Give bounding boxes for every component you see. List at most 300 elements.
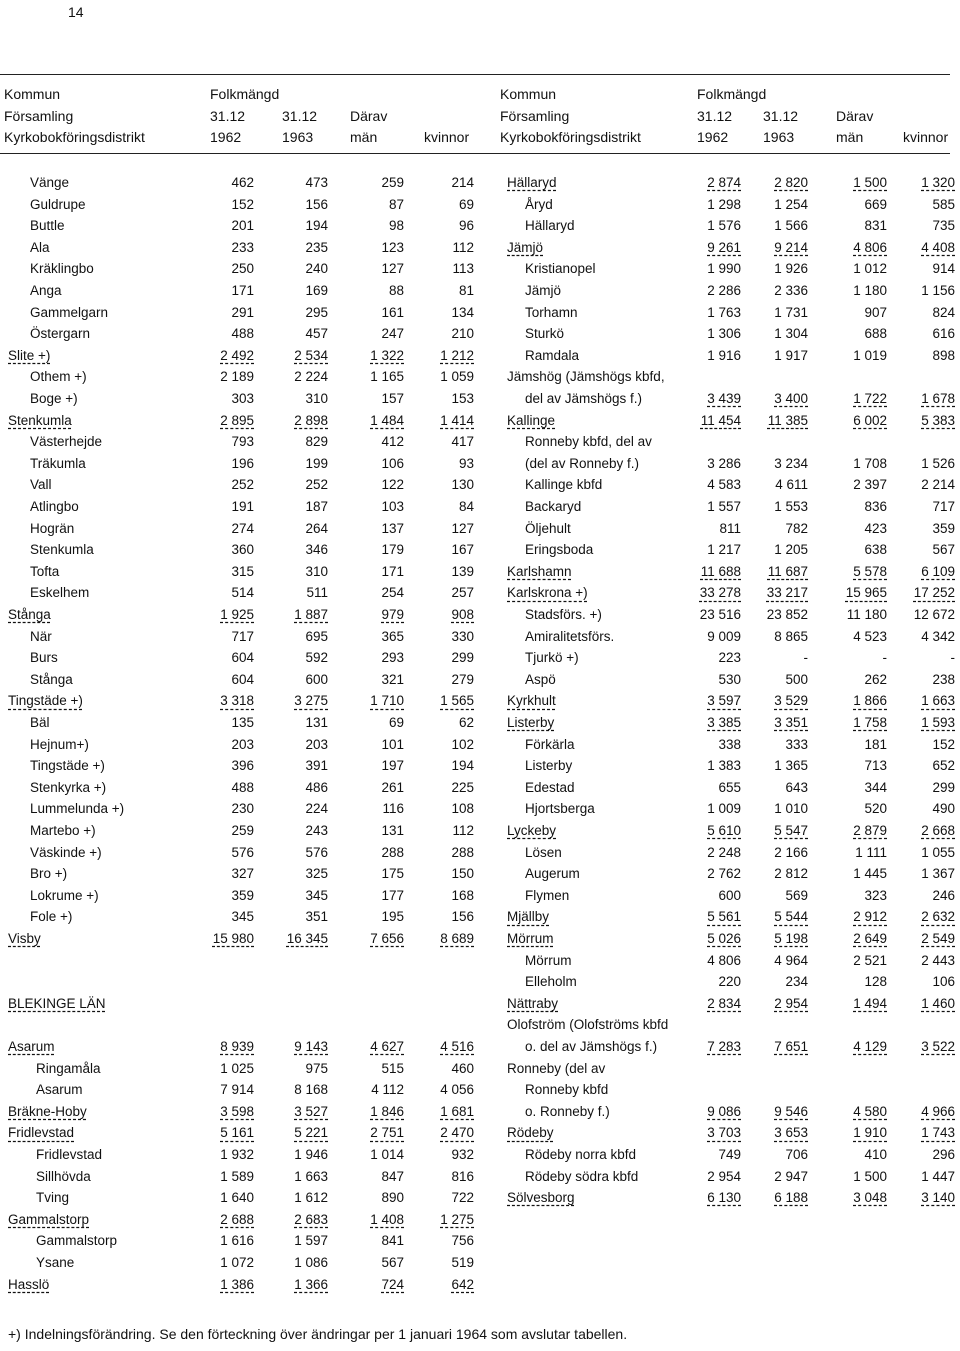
cell-col3: 323 xyxy=(864,887,887,903)
cell-col4: 914 xyxy=(932,261,955,277)
cell-col4: 1 593 xyxy=(921,715,955,730)
row-label: Anga xyxy=(30,283,62,298)
cell-col1: 23 516 xyxy=(699,607,741,622)
row-label: Listerby xyxy=(525,758,573,774)
row-label: Edestad xyxy=(525,779,575,795)
row-label: Ysane xyxy=(36,1255,75,1270)
cell-col1: 2 895 xyxy=(220,412,254,428)
cell-col2: 199 xyxy=(305,455,328,471)
cell-col2: 2 166 xyxy=(774,844,808,860)
cell-col3: 2 521 xyxy=(853,952,887,968)
cell-col4: 150 xyxy=(451,866,474,882)
cell-col1: 338 xyxy=(718,736,741,752)
row-label: Hjortsberga xyxy=(525,801,595,817)
cell-col4: 214 xyxy=(451,175,474,190)
cell-col3: 836 xyxy=(864,499,887,514)
row-label: Tjurkö +) xyxy=(525,650,579,666)
row-label: Kallinge kbfd xyxy=(525,477,603,493)
table-row xyxy=(0,928,960,949)
cell-col4: 69 xyxy=(458,196,474,212)
table-row xyxy=(0,798,960,819)
cell-col4: - xyxy=(950,650,955,666)
row-label: Hogrän xyxy=(30,520,75,536)
table-row xyxy=(0,561,960,582)
row-label: Elleholm xyxy=(525,974,577,990)
row-label: Jämshög (Jämshögs kbfd, xyxy=(507,369,665,385)
cell-col1: 4 583 xyxy=(707,477,741,493)
table-row xyxy=(0,215,960,236)
cell-col1: 1 616 xyxy=(220,1233,254,1249)
cell-col3: 1 445 xyxy=(853,866,887,882)
row-label: Gammalstorp xyxy=(36,1233,118,1249)
cell-col3: 1 846 xyxy=(370,1103,404,1119)
cell-col3: 515 xyxy=(381,1060,404,1076)
footnote: +) Indelningsförändring. Se den förteckning över ändringar per 1 januari 1964 som avslutar tabellen. xyxy=(8,1326,628,1342)
cell-col3: 907 xyxy=(864,304,887,320)
cell-col2: 1 365 xyxy=(774,758,808,774)
cell-col4: 1 663 xyxy=(921,693,955,709)
cell-col1: 315 xyxy=(231,563,254,579)
cell-col3: 2 912 xyxy=(853,909,887,925)
cell-col1: 655 xyxy=(718,779,741,795)
cell-col2: 600 xyxy=(305,671,328,687)
table-row xyxy=(0,863,960,884)
cell-col4: 5 383 xyxy=(921,412,955,428)
cell-col2: 2 954 xyxy=(774,995,808,1011)
cell-col2: 2 898 xyxy=(294,412,328,428)
table-row xyxy=(0,734,960,755)
row-label: Stenkumla xyxy=(30,542,94,558)
table-row xyxy=(0,712,960,733)
cell-col3: 254 xyxy=(381,585,404,601)
header-right-line3-col0: Kyrkobokföringsdistrikt xyxy=(500,129,641,145)
cell-col4: 1 367 xyxy=(921,866,955,882)
cell-col3: 131 xyxy=(381,823,404,838)
cell-col4: 1 681 xyxy=(440,1103,474,1119)
row-label: Amiralitetsförs. xyxy=(525,628,615,644)
cell-col1: 600 xyxy=(718,887,741,903)
cell-col4: 330 xyxy=(451,628,474,644)
row-label: Visby xyxy=(8,931,41,946)
row-label: Asarum xyxy=(8,1039,55,1054)
row-label: Ronneby kbfd, del av xyxy=(525,434,652,450)
cell-col4: 152 xyxy=(932,736,955,752)
table-row xyxy=(0,237,960,258)
cell-col1: 1 072 xyxy=(220,1255,254,1270)
cell-col3: 1 014 xyxy=(370,1147,404,1162)
table-row xyxy=(0,1014,960,1035)
cell-col3: 15 965 xyxy=(845,585,887,601)
cell-col3: 4 523 xyxy=(853,628,887,644)
cell-col3: 98 xyxy=(388,218,404,234)
cell-col4: 4 342 xyxy=(921,628,955,644)
cell-col4: 519 xyxy=(451,1255,474,1270)
row-label: Nättraby xyxy=(507,995,559,1011)
cell-col4: 460 xyxy=(451,1060,474,1076)
row-label: Stånga xyxy=(30,671,73,687)
cell-col1: 9 009 xyxy=(707,628,741,644)
cell-col3: 567 xyxy=(381,1255,404,1270)
cell-col1: 11 688 xyxy=(700,563,741,579)
cell-col1: 811 xyxy=(719,520,741,536)
cell-col2: 187 xyxy=(305,499,328,514)
cell-col4: 3 140 xyxy=(921,1190,955,1206)
header-left-line1-col0: Kommun xyxy=(4,86,61,102)
cell-col4: 4 408 xyxy=(921,239,955,255)
cell-col4: 1 526 xyxy=(921,455,955,471)
cell-col4: 12 672 xyxy=(913,607,955,622)
row-label: Burs xyxy=(30,650,58,666)
cell-col2: 3 275 xyxy=(294,693,328,709)
cell-col3: 7 656 xyxy=(370,931,404,946)
cell-col4: 134 xyxy=(451,304,474,320)
cell-col4: 1 743 xyxy=(921,1125,955,1141)
cell-col3: 181 xyxy=(864,736,887,752)
cell-col1: 1 217 xyxy=(707,542,741,558)
row-label: Lösen xyxy=(525,844,562,860)
cell-col1: 291 xyxy=(231,304,254,320)
cell-col1: 191 xyxy=(231,499,254,514)
cell-col3: 4 627 xyxy=(370,1039,404,1054)
cell-col3: 122 xyxy=(381,477,404,493)
row-label: Bäl xyxy=(30,715,50,730)
cell-col4: 585 xyxy=(932,196,955,212)
cell-col3: 127 xyxy=(381,261,404,277)
cell-col2: 295 xyxy=(305,304,328,320)
table-row xyxy=(0,885,960,906)
header-left-line3-col0: Kyrkobokföringsdistrikt xyxy=(4,129,145,145)
cell-col1: 3 703 xyxy=(707,1125,741,1141)
cell-col2: 3 527 xyxy=(294,1103,328,1119)
row-label: Torhamn xyxy=(525,304,578,320)
cell-col2: 2 947 xyxy=(774,1168,808,1184)
row-label: Jämjö xyxy=(507,239,544,255)
cell-col1: 2 834 xyxy=(707,995,741,1011)
cell-col3: 5 578 xyxy=(853,563,887,579)
cell-col1: 3 598 xyxy=(220,1103,254,1119)
table-row xyxy=(0,194,960,215)
row-label: Fridlevstad xyxy=(36,1147,103,1162)
cell-col3: 123 xyxy=(381,239,404,255)
cell-col2: 576 xyxy=(305,844,328,860)
cell-col4: 84 xyxy=(458,499,474,514)
table-row xyxy=(0,669,960,690)
cell-col2: 500 xyxy=(785,671,808,687)
cell-col1: 5 026 xyxy=(707,931,741,946)
row-label: Stånga xyxy=(8,607,51,622)
cell-col2: 1 304 xyxy=(774,326,808,342)
table-row xyxy=(0,1101,960,1122)
cell-col2: 131 xyxy=(305,715,328,730)
cell-col4: 6 109 xyxy=(921,563,955,579)
cell-col2: 5 544 xyxy=(774,909,808,925)
row-label: o. del av Jämshögs f.) xyxy=(525,1039,658,1054)
cell-col4: 299 xyxy=(451,650,474,666)
cell-col2: 1 887 xyxy=(294,607,328,622)
cell-col1: 327 xyxy=(231,866,254,882)
cell-col1: 201 xyxy=(231,218,254,234)
cell-col2: 473 xyxy=(305,175,328,190)
cell-col2: 1 612 xyxy=(294,1190,328,1206)
row-label: Hällaryd xyxy=(507,175,557,190)
cell-col2: 234 xyxy=(785,974,808,990)
row-label: Kyrkhult xyxy=(507,693,556,709)
cell-col3: 262 xyxy=(864,671,887,687)
cell-col2: 156 xyxy=(305,196,328,212)
cell-col4: 3 522 xyxy=(921,1039,955,1054)
row-label: Ala xyxy=(30,239,50,255)
row-label: Gammelgarn xyxy=(30,304,109,320)
cell-col1: 462 xyxy=(231,175,254,190)
cell-col4: 246 xyxy=(932,887,955,903)
row-label: Västerhejde xyxy=(30,434,103,450)
cell-col4: 106 xyxy=(932,974,955,990)
cell-col3: 1 722 xyxy=(853,391,887,406)
cell-col4: 1 275 xyxy=(440,1211,474,1227)
cell-col2: 3 529 xyxy=(774,693,808,709)
cell-col1: 203 xyxy=(231,736,254,752)
cell-col3: 1 484 xyxy=(370,412,404,428)
row-label: Östergarn xyxy=(30,326,91,342)
row-label: Fridlevstad xyxy=(8,1125,75,1141)
cell-col4: 1 414 xyxy=(440,412,474,428)
cell-col4: 417 xyxy=(451,434,474,450)
cell-col1: 3 286 xyxy=(707,455,741,471)
row-label: Åryd xyxy=(525,196,553,212)
cell-col2: 345 xyxy=(305,887,328,903)
cell-col3: 1 910 xyxy=(853,1125,887,1141)
cell-col2: 243 xyxy=(305,823,328,838)
cell-col1: 360 xyxy=(231,542,254,558)
header-right-line2-col1: 31.12 xyxy=(697,108,733,124)
header-left-line2-col2: 31.12 xyxy=(282,108,318,124)
table-row xyxy=(0,172,960,193)
row-label: Träkumla xyxy=(30,455,86,471)
cell-col1: 3 597 xyxy=(707,693,741,709)
cell-col1: 9 086 xyxy=(707,1103,741,1119)
row-label: Kräklingbo xyxy=(30,261,94,277)
row-label: Förkärla xyxy=(525,736,575,752)
row-label: Vall xyxy=(30,477,52,493)
cell-col1: 2 189 xyxy=(220,369,254,385)
cell-col4: 359 xyxy=(932,520,955,536)
cell-col1: 15 980 xyxy=(212,931,254,946)
cell-col1: 196 xyxy=(231,455,254,471)
cell-col2: 33 217 xyxy=(766,585,808,601)
cell-col4: 112 xyxy=(452,823,474,838)
cell-col3: 1 180 xyxy=(853,283,887,298)
cell-col1: 1 383 xyxy=(707,758,741,774)
cell-col3: 1 408 xyxy=(370,1211,404,1227)
table-row xyxy=(0,366,960,387)
cell-col2: 11 687 xyxy=(767,563,808,579)
cell-col2: 325 xyxy=(305,866,328,882)
cell-col1: 1 025 xyxy=(220,1060,254,1076)
table-row xyxy=(0,1122,960,1143)
cell-col4: 102 xyxy=(451,736,474,752)
header-left-line2-col0: Församling xyxy=(4,108,74,124)
cell-col4: 722 xyxy=(451,1190,474,1206)
row-label: Kallinge xyxy=(507,412,556,428)
cell-col1: 488 xyxy=(231,326,254,342)
header-left-line3-col4: kvinnor xyxy=(424,129,470,145)
cell-col1: 274 xyxy=(231,520,254,536)
cell-col4: 490 xyxy=(932,801,955,817)
cell-col1: 1 009 xyxy=(707,801,741,817)
cell-col3: 11 180 xyxy=(846,607,887,622)
cell-col2: 1 566 xyxy=(774,218,808,234)
cell-col3: 177 xyxy=(381,887,404,903)
row-label: Aspö xyxy=(525,671,556,687)
row-label: Martebo +) xyxy=(30,823,96,838)
header-right-line3-col3: män xyxy=(836,129,864,145)
row-label: När xyxy=(30,628,52,644)
cell-col3: 520 xyxy=(864,801,887,817)
cell-col4: 1 460 xyxy=(921,995,955,1011)
row-label: Karlshamn xyxy=(507,563,572,579)
row-label: Fole +) xyxy=(30,909,73,925)
cell-col2: 9 214 xyxy=(774,239,808,255)
cell-col1: 1 932 xyxy=(220,1147,254,1162)
table-row xyxy=(0,690,960,711)
cell-col4: 4 966 xyxy=(921,1103,955,1119)
row-label: Bro +) xyxy=(30,866,68,882)
header-right-line2-col3: Därav xyxy=(836,108,874,124)
cell-col2: 486 xyxy=(305,779,328,795)
cell-col4: 2 470 xyxy=(440,1125,474,1141)
row-label: Karlskrona +) xyxy=(507,585,588,601)
cell-col2: 6 188 xyxy=(774,1190,808,1206)
cell-col4: 816 xyxy=(451,1168,474,1184)
cell-col4: 112 xyxy=(452,239,474,255)
cell-col3: 175 xyxy=(381,866,404,882)
cell-col2: 569 xyxy=(785,887,808,903)
row-label: del av Jämshögs f.) xyxy=(525,391,643,406)
cell-col3: 321 xyxy=(381,671,404,687)
cell-col1: 2 762 xyxy=(707,866,741,882)
table-row xyxy=(0,518,960,539)
cell-col2: 829 xyxy=(305,434,328,450)
cell-col2: 3 351 xyxy=(774,715,808,730)
cell-col1: 1 386 xyxy=(220,1276,254,1292)
cell-col2: 310 xyxy=(305,391,328,406)
cell-col4: 194 xyxy=(451,758,474,774)
cell-col3: 88 xyxy=(388,283,404,298)
cell-col1: 152 xyxy=(231,196,254,212)
row-label: Rödeby xyxy=(507,1125,554,1141)
row-label: (del av Ronneby f.) xyxy=(525,455,640,471)
cell-col3: 2 751 xyxy=(370,1125,404,1141)
cell-col4: 1 447 xyxy=(921,1168,955,1184)
cell-col3: 890 xyxy=(381,1190,404,1206)
cell-col1: 749 xyxy=(718,1147,741,1162)
cell-col2: 2 812 xyxy=(774,866,808,882)
cell-col1: 1 306 xyxy=(707,326,741,342)
top-rule xyxy=(0,74,950,75)
cell-col3: 106 xyxy=(381,455,404,471)
row-label: Tving xyxy=(36,1190,70,1206)
cell-col4: 167 xyxy=(451,542,474,558)
cell-col4: 62 xyxy=(458,715,474,730)
cell-col4: 153 xyxy=(451,391,474,406)
row-label: Hasslö xyxy=(8,1276,50,1292)
cell-col3: 4 580 xyxy=(853,1103,887,1119)
table-row xyxy=(0,755,960,776)
cell-col4: 81 xyxy=(458,283,474,298)
cell-col3: 197 xyxy=(381,758,404,774)
cell-col3: 2 649 xyxy=(853,931,887,946)
cell-col1: 793 xyxy=(231,434,254,450)
cell-col1: 2 874 xyxy=(707,175,741,190)
cell-col1: 3 439 xyxy=(707,391,741,406)
cell-col2: 2 534 xyxy=(294,347,328,363)
cell-col4: 932 xyxy=(451,1147,474,1162)
cell-col2: 1 010 xyxy=(774,801,808,817)
cell-col1: 1 916 xyxy=(707,347,741,363)
cell-col3: 101 xyxy=(381,736,404,752)
cell-col3: 161 xyxy=(381,304,404,320)
cell-col2: 235 xyxy=(305,239,328,255)
cell-col2: 5 198 xyxy=(774,931,808,946)
page-number: 14 xyxy=(68,4,84,20)
cell-col2: 1 926 xyxy=(774,261,808,277)
cell-col4: 1 059 xyxy=(440,369,474,385)
cell-col2: 2 820 xyxy=(774,175,808,190)
row-label: Asarum xyxy=(36,1082,83,1098)
cell-col4: 1 212 xyxy=(440,347,474,363)
table-row xyxy=(0,496,960,517)
cell-col1: 233 xyxy=(231,239,254,255)
row-label: Mjällby xyxy=(507,909,550,925)
cell-col3: - xyxy=(882,650,887,666)
cell-col1: 576 xyxy=(231,844,254,860)
cell-col2: 16 345 xyxy=(286,931,328,946)
cell-col1: 359 xyxy=(231,887,254,903)
cell-col2: 2 336 xyxy=(774,283,808,298)
cell-col4: 279 xyxy=(451,671,474,687)
cell-col2: 346 xyxy=(305,542,328,558)
row-label: Rödeby södra kbfd xyxy=(525,1168,639,1184)
cell-col2: 9 546 xyxy=(774,1103,808,1119)
header-right-line3-col1: 1962 xyxy=(697,129,729,145)
cell-col3: 157 xyxy=(381,391,404,406)
row-label: Augerum xyxy=(525,866,580,882)
header-left-line3-col1: 1962 xyxy=(210,129,242,145)
cell-col3: 1 866 xyxy=(853,693,887,709)
cell-col1: 717 xyxy=(231,628,254,644)
cell-col3: 688 xyxy=(864,326,887,342)
cell-col3: 128 xyxy=(864,974,887,990)
cell-col3: 1 758 xyxy=(853,715,887,730)
cell-col1: 171 xyxy=(231,283,254,298)
row-label: BLEKINGE LÄN xyxy=(8,995,106,1011)
table-row xyxy=(0,345,960,366)
header-rule xyxy=(0,153,950,154)
row-label: Lyckeby xyxy=(507,823,557,838)
cell-col1: 33 278 xyxy=(699,585,741,601)
table-row xyxy=(0,993,960,1014)
cell-col2: 975 xyxy=(305,1060,328,1076)
cell-col3: 1 165 xyxy=(370,369,404,385)
cell-col2: 264 xyxy=(305,520,328,536)
table-row xyxy=(0,906,960,927)
cell-col4: 824 xyxy=(932,304,955,320)
row-label: Hejnum+) xyxy=(30,736,89,752)
cell-col2: 351 xyxy=(305,909,328,925)
cell-col2: 252 xyxy=(305,477,328,493)
cell-col4: 296 xyxy=(932,1147,955,1162)
cell-col4: 2 214 xyxy=(921,477,955,493)
